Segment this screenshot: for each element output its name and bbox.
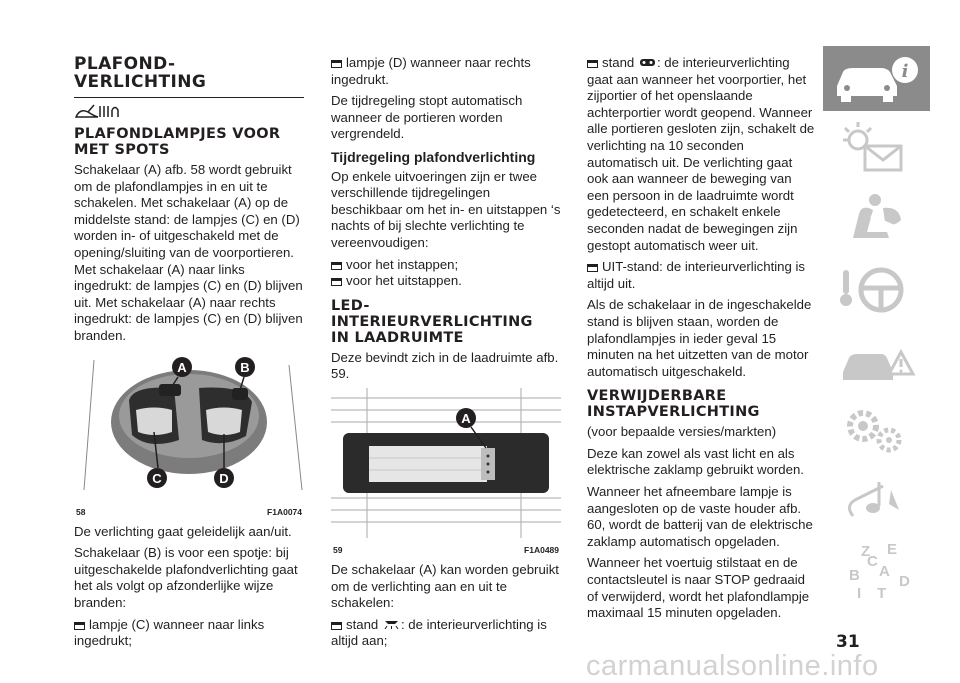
door-light-icon [639, 58, 656, 67]
fig58-label-d: D [219, 470, 229, 486]
index-letter: B [849, 567, 860, 584]
bullet-text: voor het uitstappen. [346, 273, 462, 289]
paragraph: Deze bevindt zich in de laadruimte afb. 59. [331, 349, 559, 382]
figure-59 [331, 388, 561, 556]
paragraph: Op enkele uitvoeringen zijn er twee verschillende tijdregelingen beschikbaar om het in- en uitstappen ‘s nachts of bij slechte verlichting te vereenvoudigen: [331, 168, 561, 250]
paragraph: Wanneer het afneembare lampje is aangesloten op de vaste houder afb. 60, wordt de batterij van de elektrische zaklamp automatisch opgeladen. [587, 484, 813, 549]
index-letter: C [867, 553, 878, 570]
index-letter: A [879, 563, 890, 580]
column-2 [331, 55, 561, 655]
figure-code: F1A0074 [267, 506, 302, 517]
bullet-icon [331, 622, 342, 630]
bullet-item [587, 55, 817, 254]
paragraph: De verlichting gaat geleidelijk aan/uit. [74, 523, 292, 539]
tab-emergency[interactable] [823, 326, 930, 391]
bullet-icon [331, 262, 342, 270]
section-heading: PLAFONDLAMPJES VOOR MET SPOTS [74, 126, 281, 158]
tab-multimedia[interactable] [823, 466, 930, 531]
section-heading: VERWIJDERBARE INSTAPVERLICHTING [587, 388, 760, 421]
alphabet-index-icon [823, 536, 930, 621]
watermark: carmanualsonline.info [586, 650, 879, 682]
figure-58 [74, 350, 304, 518]
figure-number: 59 [333, 544, 343, 555]
music-navigation-icon [823, 466, 930, 531]
index-letter: D [899, 573, 910, 590]
column-1 [74, 55, 304, 655]
svg-text:i: i [901, 61, 909, 82]
paragraph: Schakelaar (B) is voor een spotje: bij uitgeschakelde plafondverlichting gaat het als volgt op afzonderlijke wijze branden: [74, 545, 298, 610]
column-3 [587, 55, 817, 627]
chapter-sidebar [823, 46, 930, 621]
steering-wheel-icon [823, 256, 930, 321]
bullet-text: voor het instappen; [346, 256, 459, 272]
paragraph: Als de schakelaar in de ingeschakelde stand is blijven staan, worden de plafondlampjes in ieder geval 15 minuten na het uitzetten van de motor automatisch uitgeschakeld. [587, 297, 812, 379]
car-info-icon [823, 46, 930, 111]
bullet-item [331, 257, 561, 274]
bullet-item [331, 273, 561, 290]
bullet-icon [331, 60, 342, 68]
fig58-label-c: C [152, 470, 162, 486]
lamp-symbol-icon [74, 102, 304, 122]
warning-lights-icon [823, 116, 930, 181]
paragraph: De tijdregeling stopt automatisch wanneer de portieren worden vergrendeld. [331, 93, 523, 142]
paragraph: Schakelaar (A) afb. 58 wordt gebruikt om de plafondlampjes in en uit te schakelen. Met schakelaar (A) op de middelste stand: de lampjes (C) en (D) worden in- of uitgeschakeld met de opening/sluiting van de voorportieren. Met schakelaar (A) naar links ingedrukt: de lampjes (C) en (D) blijven uit. Met schakelaar (A) naar rechts ingedrukt: de lampjes (C) en (D) blijven branden. [74, 162, 303, 343]
index-letter: I [857, 585, 862, 602]
bullet-icon [331, 278, 342, 286]
tab-car-info[interactable] [823, 46, 930, 111]
bullet-item [331, 617, 561, 650]
bullet-text: lampje (D) wanneer naar rechts ingedrukt. [331, 55, 531, 87]
paragraph: Wanneer het voertuig stilstaat en de contactsleutel is naar STOP gedraaid of verwijderd, wordt het plafondlampje maximaal 15 minuten opgeladen. [587, 555, 810, 621]
figure-code: F1A0489 [524, 544, 559, 555]
bullet-icon [587, 60, 598, 68]
fig58-label-b: B [240, 359, 250, 375]
index-letter: Z [861, 543, 871, 560]
section-title: PLAFOND- VERLICHTING [74, 54, 207, 92]
bullet-icon [74, 622, 85, 630]
index-letter: E [887, 541, 898, 558]
fig59-label-a: A [461, 410, 471, 426]
index-letter: T [877, 585, 887, 602]
tab-safety[interactable] [823, 186, 930, 251]
warning-triangle-car-icon [823, 326, 930, 391]
cargo-light-illustration [331, 388, 561, 538]
subheading: Tijdregeling plafondverlichting [331, 148, 536, 165]
bullet-text: stand [602, 55, 635, 70]
tab-maintenance[interactable] [823, 396, 930, 461]
bullet-icon [587, 264, 598, 272]
bullet-text-cont: : de interieurverlichting gaat aan wanneer het voorportier, het zijportier of het openslaande achterportier wordt geopend. Wanneer alle portieren gesloten zijn, schakelt de verlichting na 10 seconden automatisch uit. De verlichting gaat ook aan wanneer de beweging van een persoon in de laadruimte wordt gedetecteerd, en schakelt enkele seconden nadat de bewegingen zijn gestopt automatisch weer uit. [587, 55, 815, 253]
bullet-text: UIT-stand: de interieurverlichting is altijd uit. [587, 259, 806, 291]
figure-number: 58 [76, 506, 86, 517]
tab-warning-lights[interactable] [823, 116, 930, 181]
tab-driving[interactable] [823, 256, 930, 321]
ceiling-lamp-illustration [74, 350, 304, 500]
airbag-seat-icon [823, 186, 930, 251]
fig58-label-a: A [177, 359, 187, 375]
bullet-item [587, 259, 817, 292]
bullet-text: stand [346, 616, 379, 632]
tab-index[interactable] [823, 536, 930, 601]
paragraph: Deze kan zowel als vast licht en als elektrische zaklamp gebruikt worden. [587, 445, 804, 478]
section-heading: LED- INTERIEURVERLICHTING IN LAADRUIMTE [331, 297, 533, 346]
gears-icon [823, 396, 930, 461]
paragraph: (voor bepaalde versies/markten) [587, 424, 777, 440]
bullet-item [331, 55, 561, 88]
bullet-text-cont: : de interieurverlichting is altijd aan; [331, 616, 547, 649]
title-rule [74, 97, 304, 98]
bullet-item [74, 617, 304, 650]
paragraph: De schakelaar (A) kan worden gebruikt om de verlichting aan en uit te schakelen: [331, 561, 559, 611]
page-number: 31 [836, 632, 860, 652]
bullet-text: lampje (C) wanneer naar links ingedrukt; [74, 616, 265, 649]
light-always-on-icon [383, 620, 400, 629]
